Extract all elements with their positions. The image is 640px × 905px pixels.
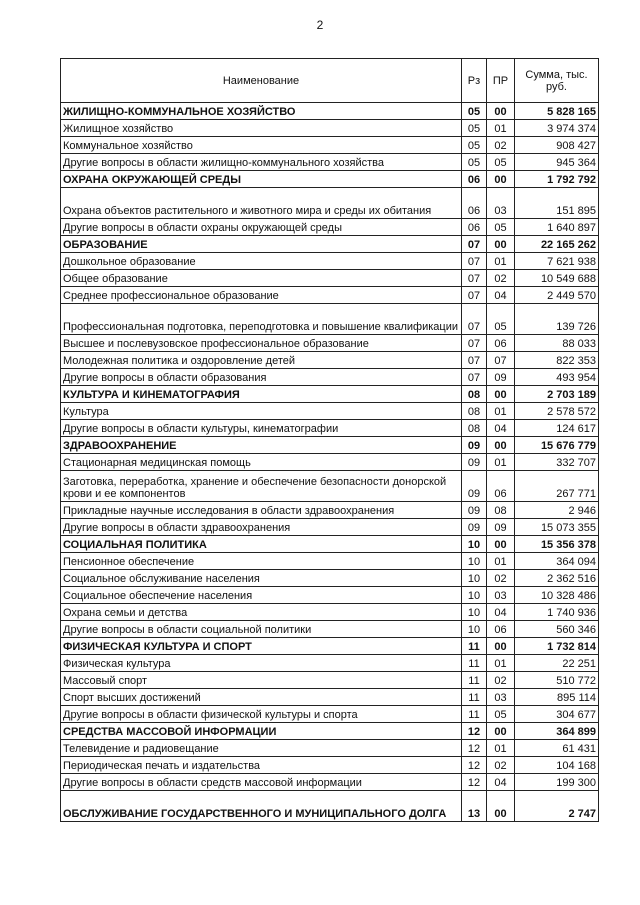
row-rz-cell: 06: [462, 219, 487, 236]
table-row: [61, 587, 599, 604]
table-row: [61, 689, 599, 706]
row-rz-cell: 06: [462, 171, 487, 188]
row-pr-cell: 02: [487, 672, 515, 689]
row-rz-cell: 10: [462, 604, 487, 621]
header-sum: Сумма, тыс. руб.: [515, 59, 599, 103]
row-name-cell: Профессиональная подготовка, переподготовка и повышение квалификации: [61, 304, 462, 335]
row-sum-cell: 510 772: [515, 672, 599, 689]
row-sum-cell: 10 549 688: [515, 270, 599, 287]
row-name-cell: ОБСЛУЖИВАНИЕ ГОСУДАРСТВЕННОГО И МУНИЦИПАЛЬНОГО ДОЛГА: [61, 791, 462, 822]
row-pr-cell: 04: [487, 420, 515, 437]
row-pr-cell: 01: [487, 553, 515, 570]
row-name-cell: Другие вопросы в области охраны окружающей среды: [61, 219, 462, 236]
row-pr-cell: 02: [487, 570, 515, 587]
row-pr-cell: 05: [487, 154, 515, 171]
row-rz-cell: 12: [462, 740, 487, 757]
table-row: [61, 137, 599, 154]
row-rz-cell: 07: [462, 287, 487, 304]
row-pr-cell: 05: [487, 304, 515, 335]
row-rz-cell: 12: [462, 723, 487, 740]
row-rz-cell: 10: [462, 553, 487, 570]
row-name-cell: Общее образование: [61, 270, 462, 287]
table-row: [61, 369, 599, 386]
row-rz-cell: 05: [462, 120, 487, 137]
row-sum-cell: 22 165 262: [515, 236, 599, 253]
row-name-cell: Социальное обеспечение населения: [61, 587, 462, 604]
row-rz-cell: 11: [462, 672, 487, 689]
header-pr: ПР: [487, 59, 515, 103]
row-pr-cell: 09: [487, 369, 515, 386]
row-rz-cell: 09: [462, 437, 487, 454]
row-pr-cell: 00: [487, 236, 515, 253]
row-pr-cell: 01: [487, 454, 515, 471]
row-name-cell: СОЦИАЛЬНАЯ ПОЛИТИКА: [61, 536, 462, 553]
row-pr-cell: 00: [487, 791, 515, 822]
row-name-cell: Массовый спорт: [61, 672, 462, 689]
row-name-cell: ОХРАНА ОКРУЖАЮЩЕЙ СРЕДЫ: [61, 171, 462, 188]
row-pr-cell: 06: [487, 621, 515, 638]
row-sum-cell: 88 033: [515, 335, 599, 352]
row-rz-cell: 10: [462, 536, 487, 553]
row-rz-cell: 11: [462, 706, 487, 723]
row-pr-cell: 01: [487, 253, 515, 270]
row-pr-cell: 04: [487, 774, 515, 791]
table-row: [61, 270, 599, 287]
row-rz-cell: 09: [462, 454, 487, 471]
row-name-cell: Другие вопросы в области жилищно-коммунального хозяйства: [61, 154, 462, 171]
table-row: [61, 253, 599, 270]
row-rz-cell: 08: [462, 403, 487, 420]
row-name-cell: Пенсионное обеспечение: [61, 553, 462, 570]
row-pr-cell: 01: [487, 740, 515, 757]
row-sum-cell: 15 676 779: [515, 437, 599, 454]
row-pr-cell: 00: [487, 536, 515, 553]
table-row: [61, 655, 599, 672]
row-sum-cell: 22 251: [515, 655, 599, 672]
row-name-cell: Заготовка, переработка, хранение и обеспечение безопасности донорской крови и ее компонентов: [61, 471, 462, 502]
row-rz-cell: 05: [462, 154, 487, 171]
row-sum-cell: 1 792 792: [515, 171, 599, 188]
row-name-cell: Другие вопросы в области здравоохранения: [61, 519, 462, 536]
row-pr-cell: 01: [487, 120, 515, 137]
row-name-cell: СРЕДСТВА МАССОВОЙ ИНФОРМАЦИИ: [61, 723, 462, 740]
header-name: Наименование: [61, 59, 462, 103]
row-rz-cell: 09: [462, 471, 487, 502]
row-sum-cell: 895 114: [515, 689, 599, 706]
header-rz: Рз: [462, 59, 487, 103]
row-rz-cell: 12: [462, 774, 487, 791]
row-name-cell: Высшее и послевузовское профессиональное образование: [61, 335, 462, 352]
row-pr-cell: 03: [487, 689, 515, 706]
table-row: [61, 706, 599, 723]
row-sum-cell: 10 328 486: [515, 587, 599, 604]
row-pr-cell: 03: [487, 188, 515, 219]
row-pr-cell: 00: [487, 386, 515, 403]
row-pr-cell: 08: [487, 502, 515, 519]
row-rz-cell: 07: [462, 236, 487, 253]
row-pr-cell: 07: [487, 352, 515, 369]
row-rz-cell: 07: [462, 253, 487, 270]
row-pr-cell: 02: [487, 137, 515, 154]
table-row: [61, 502, 599, 519]
table-row: [61, 403, 599, 420]
table-row: [61, 120, 599, 137]
row-name-cell: ОБРАЗОВАНИЕ: [61, 236, 462, 253]
row-name-cell: ЗДРАВООХРАНЕНИЕ: [61, 437, 462, 454]
row-rz-cell: 08: [462, 386, 487, 403]
row-name-cell: Другие вопросы в области средств массовой информации: [61, 774, 462, 791]
row-sum-cell: 945 364: [515, 154, 599, 171]
table-row: [61, 672, 599, 689]
row-rz-cell: 07: [462, 369, 487, 386]
row-sum-cell: 124 617: [515, 420, 599, 437]
row-sum-cell: 139 726: [515, 304, 599, 335]
row-rz-cell: 07: [462, 352, 487, 369]
row-name-cell: Другие вопросы в области культуры, кинематографии: [61, 420, 462, 437]
table-row: [61, 335, 599, 352]
row-rz-cell: 12: [462, 757, 487, 774]
table-row: [61, 553, 599, 570]
table-header-row: [61, 59, 599, 103]
table-row: [61, 757, 599, 774]
row-rz-cell: 05: [462, 103, 487, 120]
row-sum-cell: 7 621 938: [515, 253, 599, 270]
row-sum-cell: 2 703 189: [515, 386, 599, 403]
row-pr-cell: 05: [487, 219, 515, 236]
row-sum-cell: 560 346: [515, 621, 599, 638]
row-sum-cell: 151 895: [515, 188, 599, 219]
row-sum-cell: 15 356 378: [515, 536, 599, 553]
row-name-cell: Другие вопросы в области образования: [61, 369, 462, 386]
table-row: [61, 420, 599, 437]
table-row: [61, 774, 599, 791]
row-sum-cell: 822 353: [515, 352, 599, 369]
row-rz-cell: 09: [462, 502, 487, 519]
row-sum-cell: 493 954: [515, 369, 599, 386]
row-pr-cell: 00: [487, 437, 515, 454]
row-name-cell: Физическая культура: [61, 655, 462, 672]
row-name-cell: Телевидение и радиовещание: [61, 740, 462, 757]
row-pr-cell: 00: [487, 723, 515, 740]
row-sum-cell: 364 094: [515, 553, 599, 570]
row-name-cell: Культура: [61, 403, 462, 420]
row-name-cell: Социальное обслуживание населения: [61, 570, 462, 587]
table-row: [61, 621, 599, 638]
table-row: [61, 454, 599, 471]
row-rz-cell: 10: [462, 570, 487, 587]
section-row: [61, 171, 599, 188]
table-row: [61, 471, 599, 502]
row-sum-cell: 364 899: [515, 723, 599, 740]
section-row: [61, 638, 599, 655]
row-pr-cell: 02: [487, 270, 515, 287]
row-pr-cell: 04: [487, 287, 515, 304]
row-sum-cell: 908 427: [515, 137, 599, 154]
table-row: [61, 519, 599, 536]
row-pr-cell: 01: [487, 403, 515, 420]
row-sum-cell: 1 740 936: [515, 604, 599, 621]
row-sum-cell: 267 771: [515, 471, 599, 502]
row-rz-cell: 05: [462, 137, 487, 154]
row-rz-cell: 11: [462, 689, 487, 706]
row-sum-cell: 2 946: [515, 502, 599, 519]
row-pr-cell: 00: [487, 638, 515, 655]
section-row: [61, 386, 599, 403]
row-pr-cell: 06: [487, 335, 515, 352]
row-rz-cell: 11: [462, 638, 487, 655]
row-sum-cell: 104 168: [515, 757, 599, 774]
row-rz-cell: 08: [462, 420, 487, 437]
row-pr-cell: 00: [487, 171, 515, 188]
row-rz-cell: 09: [462, 519, 487, 536]
table-row: [61, 219, 599, 236]
row-name-cell: Молодежная политика и оздоровление детей: [61, 352, 462, 369]
row-name-cell: Дошкольное образование: [61, 253, 462, 270]
table-row: [61, 740, 599, 757]
row-name-cell: ФИЗИЧЕСКАЯ КУЛЬТУРА И СПОРТ: [61, 638, 462, 655]
row-sum-cell: 5 828 165: [515, 103, 599, 120]
row-name-cell: Охрана объектов растительного и животного мира и среды их обитания: [61, 188, 462, 219]
section-row: [61, 103, 599, 120]
budget-table: [60, 58, 599, 822]
table-row: [61, 154, 599, 171]
table-row: [61, 304, 599, 335]
row-name-cell: Прикладные научные исследования в области здравоохранения: [61, 502, 462, 519]
row-name-cell: Охрана семьи и детства: [61, 604, 462, 621]
row-sum-cell: 15 073 355: [515, 519, 599, 536]
table-row: [61, 287, 599, 304]
section-row: [61, 437, 599, 454]
row-rz-cell: 11: [462, 655, 487, 672]
page-number: 2: [316, 18, 324, 32]
table-body: [61, 103, 599, 822]
row-sum-cell: 2 747: [515, 791, 599, 822]
table-row: [61, 352, 599, 369]
row-pr-cell: 01: [487, 655, 515, 672]
row-name-cell: ЖИЛИЩНО-КОММУНАЛЬНОЕ ХОЗЯЙСТВО: [61, 103, 462, 120]
row-sum-cell: 304 677: [515, 706, 599, 723]
row-sum-cell: 332 707: [515, 454, 599, 471]
row-sum-cell: 2 362 516: [515, 570, 599, 587]
row-sum-cell: 199 300: [515, 774, 599, 791]
row-sum-cell: 1 640 897: [515, 219, 599, 236]
row-pr-cell: 06: [487, 471, 515, 502]
row-rz-cell: 07: [462, 304, 487, 335]
row-pr-cell: 09: [487, 519, 515, 536]
row-name-cell: Спорт высших достижений: [61, 689, 462, 706]
row-rz-cell: 13: [462, 791, 487, 822]
row-sum-cell: 61 431: [515, 740, 599, 757]
row-name-cell: Коммунальное хозяйство: [61, 137, 462, 154]
table-row: [61, 604, 599, 621]
row-rz-cell: 06: [462, 188, 487, 219]
row-sum-cell: 2 449 570: [515, 287, 599, 304]
section-row: [61, 791, 599, 822]
row-rz-cell: 10: [462, 587, 487, 604]
table-row: [61, 188, 599, 219]
row-rz-cell: 07: [462, 335, 487, 352]
row-name-cell: Другие вопросы в области социальной политики: [61, 621, 462, 638]
row-pr-cell: 03: [487, 587, 515, 604]
table-row: [61, 570, 599, 587]
row-sum-cell: 3 974 374: [515, 120, 599, 137]
row-sum-cell: 2 578 572: [515, 403, 599, 420]
row-pr-cell: 05: [487, 706, 515, 723]
row-rz-cell: 10: [462, 621, 487, 638]
row-name-cell: КУЛЬТУРА И КИНЕМАТОГРАФИЯ: [61, 386, 462, 403]
row-pr-cell: 04: [487, 604, 515, 621]
row-sum-cell: 1 732 814: [515, 638, 599, 655]
row-name-cell: Другие вопросы в области физической культуры и спорта: [61, 706, 462, 723]
row-name-cell: Периодическая печать и издательства: [61, 757, 462, 774]
row-pr-cell: 00: [487, 103, 515, 120]
section-row: [61, 723, 599, 740]
row-name-cell: Среднее профессиональное образование: [61, 287, 462, 304]
section-row: [61, 536, 599, 553]
section-row: [61, 236, 599, 253]
row-name-cell: Жилищное хозяйство: [61, 120, 462, 137]
row-pr-cell: 02: [487, 757, 515, 774]
row-name-cell: Стационарная медицинская помощь: [61, 454, 462, 471]
row-rz-cell: 07: [462, 270, 487, 287]
